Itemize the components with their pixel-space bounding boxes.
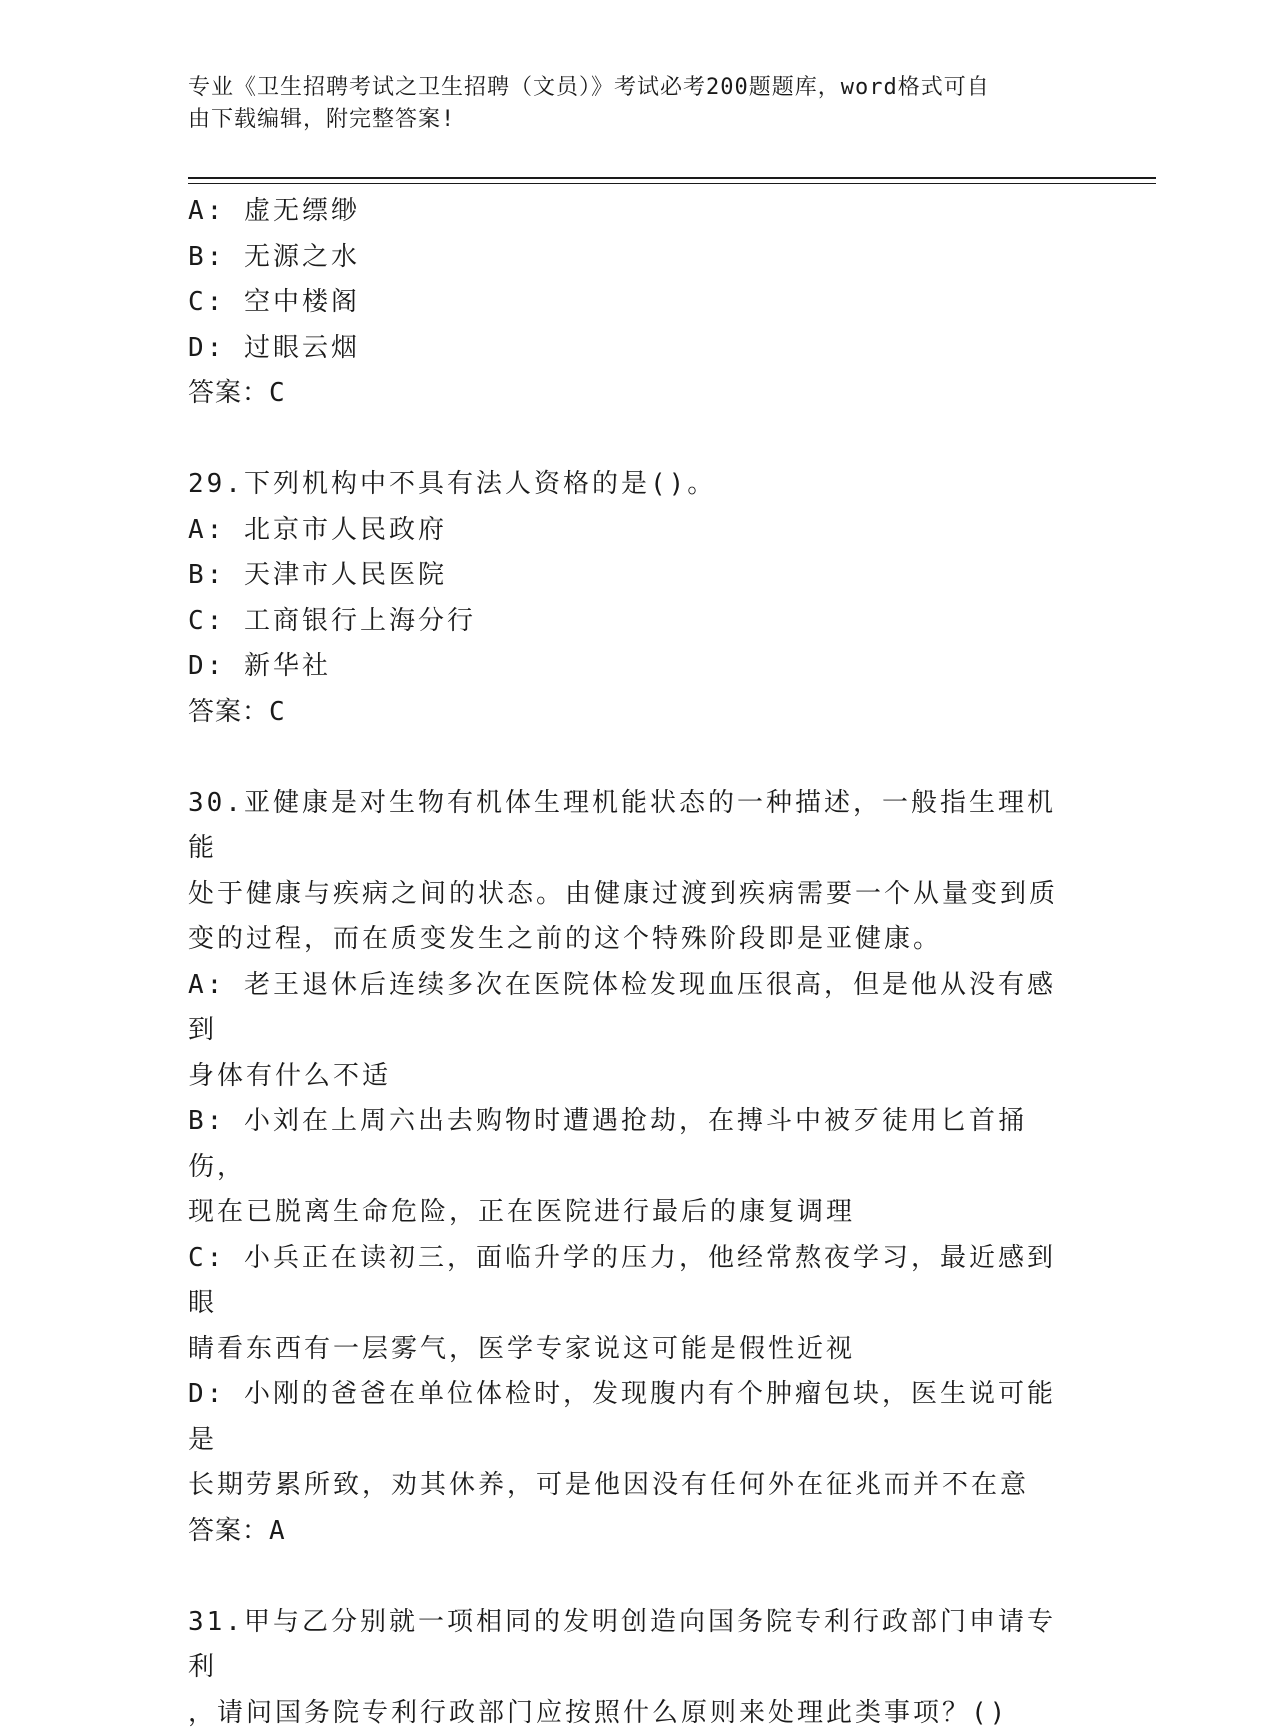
question-text-line-1: 30.亚健康是对生物有机体生理机能状态的一种描述，一般指生理机能 (188, 781, 1078, 872)
option-a: A: 北京市人民政府 (188, 508, 1078, 554)
answer: 答案：A (188, 1509, 1078, 1555)
option-a-line-1: A: 老王退休后连续多次在医院体检发现血压很高，但是他从没有感到 (188, 963, 1078, 1054)
option-c: C: 空中楼阁 (188, 280, 1078, 326)
spacer (188, 417, 1078, 463)
document-header (188, 72, 1068, 136)
header-line-2: 由下载编辑，附完整答案! (188, 104, 1068, 136)
question-text: 29.下列机构中不具有法人资格的是()。 (188, 462, 1078, 508)
spacer (188, 735, 1078, 781)
option-b-line-1: B: 小刘在上周六出去购物时遭遇抢劫，在搏斗中被歹徒用匕首捅伤， (188, 1099, 1078, 1190)
question-28 (188, 189, 1078, 417)
question-content (188, 189, 1078, 1736)
question-text-line-1: 31.甲与乙分别就一项相同的发明创造向国务院专利行政部门申请专利 (188, 1600, 1078, 1691)
question-31 (188, 1600, 1078, 1736)
question-text-line-2: 处于健康与疾病之间的状态。由健康过渡到疾病需要一个从量变到质 (188, 872, 1078, 918)
option-d: D: 新华社 (188, 644, 1078, 690)
question-text-line-2: ，请问国务院专利行政部门应按照什么原则来处理此类事项？() (188, 1691, 1078, 1736)
answer: 答案：C (188, 690, 1078, 736)
option-a: A: 虚无缥缈 (188, 189, 1078, 235)
option-c: C: 工商银行上海分行 (188, 599, 1078, 645)
option-b: B: 无源之水 (188, 235, 1078, 281)
option-b: B: 天津市人民医院 (188, 553, 1078, 599)
answer: 答案：C (188, 371, 1078, 417)
question-29 (188, 462, 1078, 735)
spacer (188, 1554, 1078, 1600)
option-d: D: 过眼云烟 (188, 326, 1078, 372)
question-30 (188, 781, 1078, 1555)
option-b-line-2: 现在已脱离生命危险，正在医院进行最后的康复调理 (188, 1190, 1078, 1236)
option-c-line-2: 睛看东西有一层雾气，医学专家说这可能是假性近视 (188, 1327, 1078, 1373)
header-divider-thin (188, 183, 1156, 184)
header-divider-thick (188, 177, 1156, 179)
question-text-line-3: 变的过程，而在质变发生之前的这个特殊阶段即是亚健康。 (188, 917, 1078, 963)
header-line-1: 专业《卫生招聘考试之卫生招聘（文员）》考试必考200题题库，word格式可自 (188, 72, 1068, 104)
option-c-line-1: C: 小兵正在读初三，面临升学的压力，他经常熬夜学习，最近感到眼 (188, 1236, 1078, 1327)
option-d-line-1: D: 小刚的爸爸在单位体检时，发现腹内有个肿瘤包块，医生说可能是 (188, 1372, 1078, 1463)
option-d-line-2: 长期劳累所致，劝其休养，可是他因没有任何外在征兆而并不在意 (188, 1463, 1078, 1509)
option-a-line-2: 身体有什么不适 (188, 1054, 1078, 1100)
